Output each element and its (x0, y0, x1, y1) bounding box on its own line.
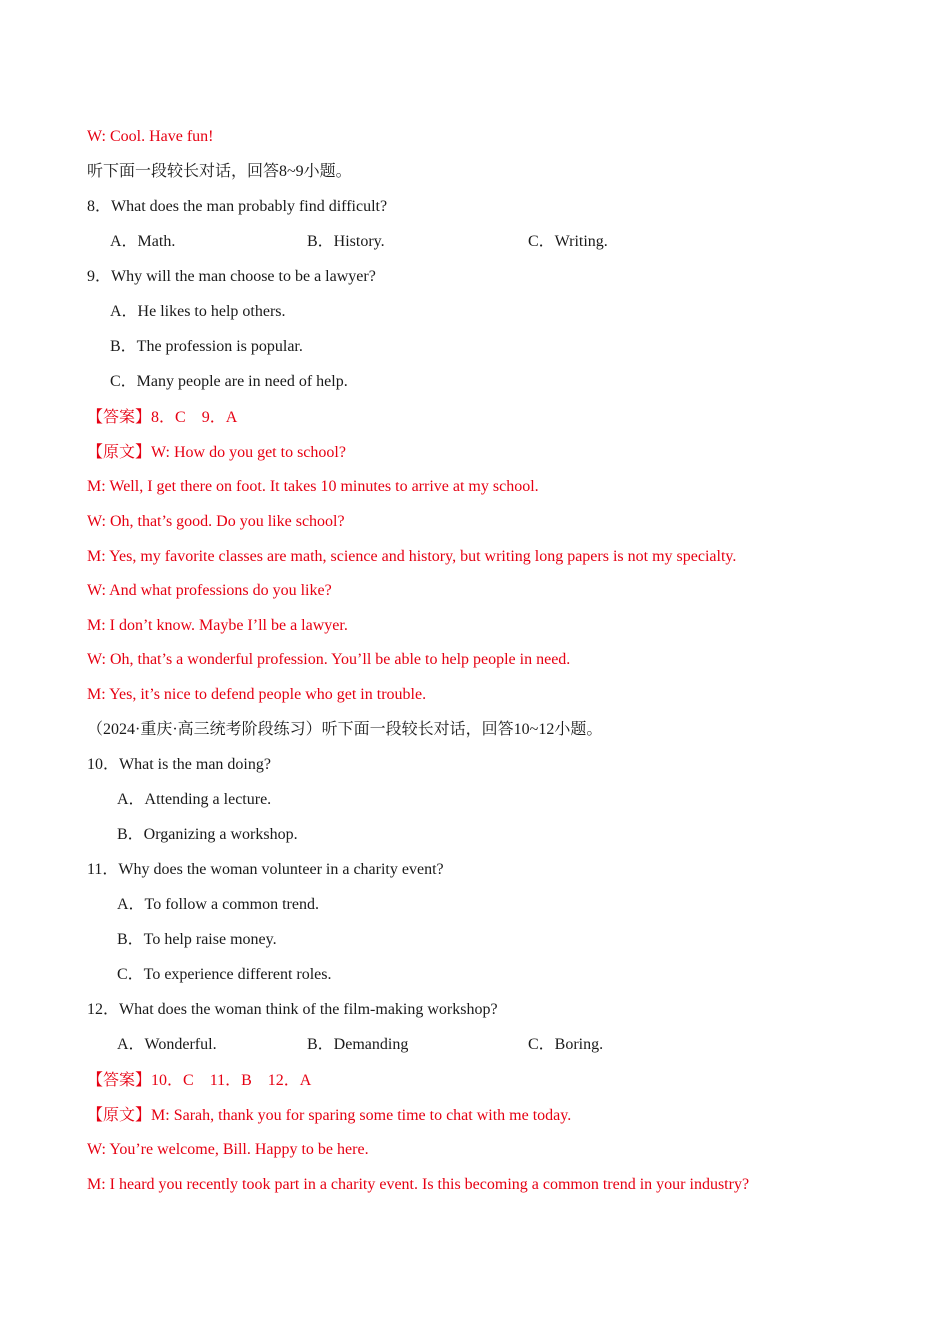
question-8-option-b: B．History. (307, 233, 385, 250)
question-8-option-c: C．Writing. (528, 233, 608, 250)
transcript-tag: 【原文】 (87, 1105, 152, 1124)
transcript-tag: 【原文】 (87, 442, 152, 461)
question-11-stem: 11．Why does the woman volunteer in a charity event? (87, 861, 444, 878)
dialogue-line: W: Oh, that’s good. Do you like school? (87, 513, 345, 530)
dialogue-line: M: Yes, it’s nice to defend people who get in trouble. (87, 686, 427, 703)
dialogue-line: W: And what professions do you like? (87, 582, 332, 599)
transcript-text: W: How do you get to school? (151, 444, 346, 461)
question-12-option-b: B．Demanding (307, 1036, 409, 1053)
question-11-option-c: C．To experience different roles. (117, 966, 332, 983)
section-instruction: 听下面一段较长对话，回答8~9小题。 (87, 163, 352, 180)
answer-text: 10．C 11．B 12．A (151, 1072, 312, 1089)
dialogue-line: W: You’re welcome, Bill. Happy to be here. (87, 1141, 369, 1158)
question-9-option-a: A．He likes to help others. (110, 303, 286, 320)
transcript-line-1 (87, 442, 346, 462)
dialogue-line: M: I don’t know. Maybe I’ll be a lawyer. (87, 617, 348, 634)
question-9-stem: 9．Why will the man choose to be a lawyer? (87, 268, 376, 285)
answer-tag: 【答案】 (87, 1070, 152, 1089)
answer-line-2 (87, 1070, 311, 1090)
question-8-stem: 8．What does the man probably find difficult? (87, 198, 388, 215)
dialogue-line: M: Well, I get there on foot. It takes 10 minutes to arrive at my school. (87, 478, 539, 495)
question-10-stem: 10．What is the man doing? (87, 756, 271, 773)
question-8-option-a: A．Math. (110, 233, 176, 250)
dialogue-line: M: Yes, my favorite classes are math, science and history, but writing long papers is not my specialty. (87, 548, 737, 565)
question-10-option-a: A．Attending a lecture. (117, 791, 272, 808)
section-instruction: （2024·重庆·高三统考阶段练习）听下面一段较长对话，回答10~12小题。 (87, 721, 603, 738)
dialogue-line: W: Oh, that’s a wonderful profession. You’ll be able to help people in need. (87, 651, 571, 668)
question-12-option-c: C．Boring. (528, 1036, 604, 1053)
question-11-option-b: B．To help raise money. (117, 931, 277, 948)
question-9-option-c: C．Many people are in need of help. (110, 373, 348, 390)
answer-text: 8．C 9．A (151, 409, 238, 426)
dialogue-line: W: Cool. Have fun! (87, 128, 214, 145)
transcript-line-2 (87, 1105, 571, 1125)
answer-line-1 (87, 407, 237, 427)
question-11-option-a: A．To follow a common trend. (117, 896, 319, 913)
question-12-stem: 12．What does the woman think of the film-making workshop? (87, 1001, 498, 1018)
answer-tag: 【答案】 (87, 407, 152, 426)
question-12-option-a: A．Wonderful. (117, 1036, 217, 1053)
dialogue-line: M: I heard you recently took part in a charity event. Is this becoming a common trend in your industry? (87, 1176, 750, 1193)
question-10-option-b: B．Organizing a workshop. (117, 826, 298, 843)
question-9-option-b: B．The profession is popular. (110, 338, 303, 355)
transcript-text: M: Sarah, thank you for sparing some time to chat with me today. (151, 1107, 572, 1124)
